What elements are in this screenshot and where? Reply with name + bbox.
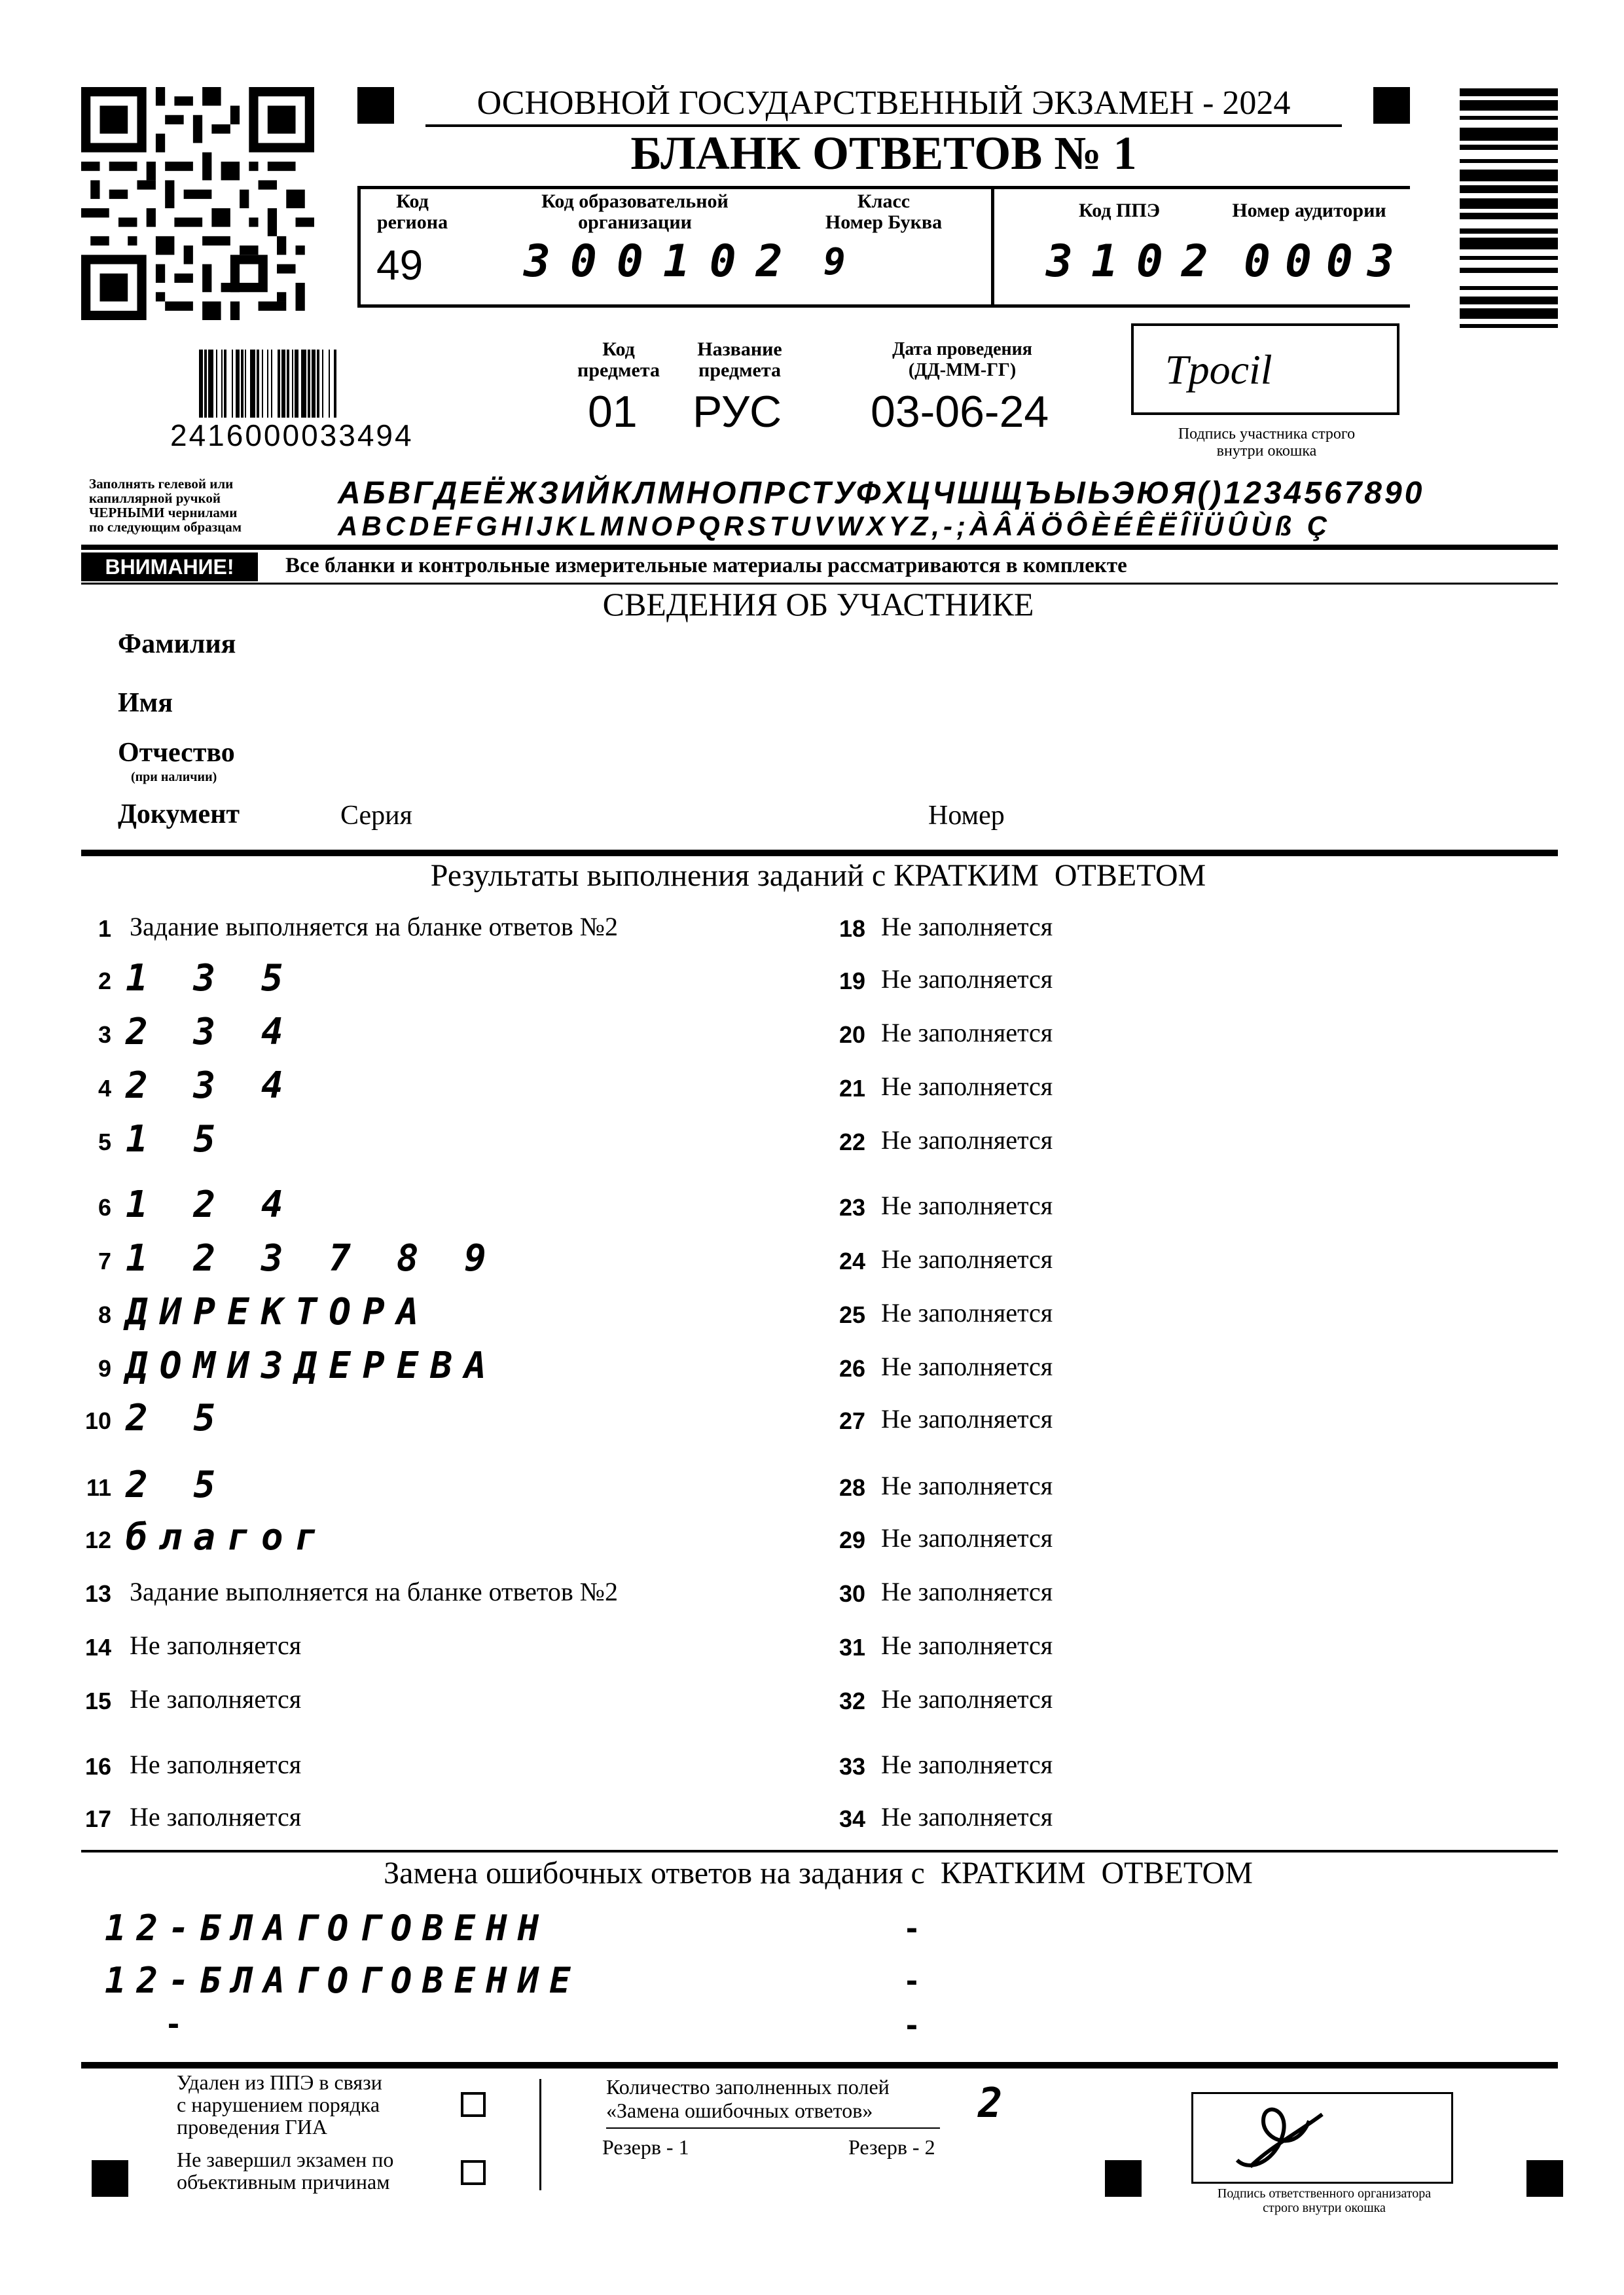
form-title: БЛАНК ОТВЕТОВ № 1 — [630, 127, 1137, 179]
short-answers-title: Результаты выполнения заданий с КРАТКИМ ОТВЕТОМ — [430, 858, 1206, 893]
answer-number: 24 — [839, 1248, 865, 1274]
qr-code — [81, 87, 314, 320]
marker-top-right — [1373, 87, 1410, 124]
marker-bottom-mid — [1105, 2160, 1142, 2197]
replacement-dash-3: - — [906, 2005, 918, 2044]
answer-field[interactable]: 1 2 4 — [126, 1184, 295, 1226]
answer-field[interactable]: 2 3 4 — [126, 1064, 295, 1107]
answer-field[interactable]: 2 3 4 — [126, 1011, 295, 1053]
not-finished-text: Не завершил экзамен по объективным причинам — [177, 2148, 394, 2194]
answer-number: 19 — [839, 967, 865, 994]
answer-text: Задание выполняется на бланке ответов №2 — [130, 1577, 618, 1606]
fields-count-value: 2 — [978, 2079, 1015, 2127]
region-label: Код региона — [376, 190, 448, 233]
marker-bottom-right — [1526, 2160, 1563, 2197]
surname-label: Фамилия — [118, 629, 236, 659]
reserve-2-label: Резерв - 2 — [848, 2135, 935, 2159]
patronymic-label: Отчество — [118, 738, 235, 768]
class-value: 9 — [823, 241, 857, 283]
class-label: Класс Номер Буква — [825, 190, 943, 233]
removed-checkbox[interactable] — [461, 2092, 486, 2117]
answer-number: 11 — [86, 1474, 111, 1501]
document-label: Документ — [118, 799, 240, 829]
header-table-left — [357, 186, 361, 308]
answer-text: Не заполняется — [130, 1684, 302, 1714]
answer-field[interactable]: 2 5 — [126, 1464, 228, 1506]
signature-caption: Подпись участника строго внутри окошка — [1178, 425, 1356, 460]
answer-text: Не заполняется — [881, 1298, 1053, 1328]
participant-divider — [81, 850, 1558, 856]
sample-row-2: ABCDEFGHIJKLMNOPQRSTUVWXYZ,-;ÀÂÄÖÔÈÉÊËÎÏÜÛÙß Ç — [338, 511, 1331, 541]
answer-text: Не заполняется — [881, 1523, 1053, 1553]
subject-name-label: Название предмета — [697, 338, 782, 381]
org-value: 300102 — [524, 236, 803, 287]
answer-text: Не заполняется — [881, 1750, 1053, 1779]
answer-text: Не заполняется — [881, 1404, 1053, 1434]
answer-number: 8 — [98, 1301, 111, 1328]
answer-number: 28 — [839, 1474, 865, 1501]
answer-number: 17 — [84, 1805, 111, 1832]
answer-text: Задание выполняется на бланке ответов №2 — [130, 912, 618, 941]
answer-number: 14 — [84, 1634, 111, 1661]
answer-number: 7 — [98, 1248, 111, 1274]
attention-text: Все бланки и контрольные измерительные материалы рассматриваются в комплекте — [285, 554, 1127, 577]
answer-number: 23 — [839, 1194, 865, 1221]
room-label: Номер аудитории — [1232, 200, 1386, 221]
answer-number: 25 — [839, 1301, 865, 1328]
answer-field[interactable]: 2 5 — [126, 1397, 228, 1439]
subject-name-value: РУС — [693, 387, 782, 437]
answer-field[interactable]: благог — [126, 1516, 329, 1559]
reserve-1-label: Резерв - 1 — [602, 2135, 689, 2159]
replacement-dash-2: - — [906, 1961, 918, 2000]
answer-text: Не заполняется — [130, 1750, 302, 1779]
answer-number: 16 — [84, 1753, 111, 1780]
fields-count-underline — [606, 2127, 940, 2129]
attention-badge: ВНИМАНИЕ! — [81, 552, 258, 581]
not-finished-checkbox[interactable] — [461, 2160, 486, 2185]
organizer-signature — [1224, 2095, 1329, 2180]
answer-number: 21 — [839, 1075, 865, 1102]
answer-text: Не заполняется — [881, 1125, 1053, 1155]
answer-text: Не заполняется — [881, 1684, 1053, 1714]
header-table-top — [357, 186, 1410, 189]
footer-divider — [539, 2079, 541, 2190]
answer-text: Не заполняется — [881, 1577, 1053, 1606]
sample-instruction: Заполнять гелевой или капиллярной ручкой ЧЕРНЫМИ чернилами по следующим образцам — [89, 476, 242, 535]
name-label: Имя — [118, 688, 173, 718]
answer-number: 2 — [98, 967, 111, 994]
barcode-number: 2416000033494 — [170, 418, 414, 452]
answer-text: Не заполняется — [881, 1352, 1053, 1381]
answer-text: Не заполняется — [881, 1802, 1053, 1832]
answer-number: 18 — [839, 915, 865, 942]
answer-field[interactable]: ДИРЕКТОРА — [126, 1291, 431, 1333]
answer-number: 5 — [98, 1129, 111, 1155]
marker-bottom-left — [92, 2160, 128, 2197]
answer-text: Не заполняется — [881, 1018, 1053, 1047]
answer-number: 13 — [84, 1580, 111, 1607]
answer-number: 12 — [84, 1527, 111, 1553]
answer-number: 26 — [839, 1355, 865, 1382]
answer-text: Не заполняется — [881, 1244, 1053, 1274]
answer-number: 1 — [98, 915, 111, 942]
answer-number: 6 — [98, 1194, 111, 1221]
replacements-divider — [81, 2062, 1558, 2069]
number-label: Номер — [928, 801, 1005, 831]
org-label: Код образовательной организации — [541, 190, 729, 233]
date-label: Дата проведения (ДД-ММ-ГГ) — [892, 339, 1032, 380]
replacement-entry-1: 12-БЛАГОГОВЕНН — [105, 1907, 550, 1949]
answer-number: 4 — [98, 1075, 111, 1102]
answer-number: 15 — [84, 1688, 111, 1714]
answer-number: 10 — [84, 1407, 111, 1434]
participant-signature: Tpocil — [1165, 346, 1272, 393]
answer-number: 9 — [98, 1355, 111, 1382]
answer-text: Не заполняется — [881, 1191, 1053, 1220]
answer-number: 34 — [839, 1805, 865, 1832]
replacements-title: Замена ошибочных ответов на задания с КРАТКИМ ОТВЕТОМ — [384, 1856, 1253, 1890]
answer-number: 31 — [839, 1634, 865, 1661]
header-table-bottom — [357, 304, 1410, 308]
subject-code-label: Код предмета — [577, 338, 660, 381]
region-value: 49 — [376, 242, 424, 289]
date-value: 03-06-24 — [871, 387, 1049, 437]
answer-number: 22 — [839, 1129, 865, 1155]
exam-title: ОСНОВНОЙ ГОСУДАРСТВЕННЫЙ ЭКЗАМЕН - 2024 — [477, 84, 1291, 122]
answer-number: 27 — [839, 1407, 865, 1434]
sample-row-1: АБВГДЕЁЖЗИЙКЛМНОПРСТУФХЦЧШЩЪЫЬЭЮЯ()1234567890 — [338, 476, 1425, 511]
subject-code-value: 01 — [588, 387, 638, 437]
answer-field[interactable]: ДОМИЗДЕРЕВА — [126, 1345, 498, 1387]
answer-text: Не заполняется — [881, 1072, 1053, 1101]
answer-number: 30 — [839, 1580, 865, 1607]
answer-number: 3 — [98, 1021, 111, 1048]
participant-section-title: СВЕДЕНИЯ ОБ УЧАСТНИКЕ — [602, 586, 1034, 623]
patronymic-note: (при наличии) — [131, 770, 217, 784]
answer-number: 20 — [839, 1021, 865, 1048]
removed-text: Удален из ППЭ в связи с нарушением порядка проведения ГИА — [177, 2070, 382, 2139]
room-value: 0003 — [1244, 236, 1409, 287]
header-table-divider — [991, 186, 994, 308]
sample-divider — [81, 545, 1558, 550]
answer-field[interactable]: 1 3 5 — [126, 957, 295, 1000]
answer-number: 32 — [839, 1688, 865, 1714]
replacement-entry-2: 12-БЛАГОГОВЕНИЕ — [105, 1960, 581, 2001]
answer-field[interactable]: 1 5 — [126, 1118, 228, 1161]
attention-underline — [81, 583, 1558, 585]
answer-number: 29 — [839, 1527, 865, 1553]
answer-text: Не заполняется — [130, 1631, 302, 1660]
replacement-dash-1: - — [906, 1908, 918, 1947]
series-label: Серия — [340, 801, 412, 831]
ppe-label: Код ППЭ — [1078, 200, 1161, 221]
ppe-value: 3102 — [1046, 236, 1227, 287]
answer-text: Не заполняется — [881, 912, 1053, 941]
answer-text: Не заполняется — [881, 964, 1053, 994]
answer-field[interactable]: 1 2 3 7 8 9 — [126, 1237, 498, 1280]
answer-text: Не заполняется — [881, 1631, 1053, 1660]
side-barcode — [1460, 87, 1558, 460]
fields-count-label: Количество заполненных полей «Замена ошибочных ответов» — [606, 2075, 890, 2122]
replacement-entry-3: - — [168, 2004, 179, 2043]
short-answers-divider — [81, 1850, 1558, 1852]
marker-top-left — [357, 87, 394, 124]
answer-number: 33 — [839, 1753, 865, 1780]
answer-text: Не заполняется — [881, 1471, 1053, 1500]
answer-text: Не заполняется — [130, 1802, 302, 1832]
organizer-caption: Подпись ответственного организатора строго внутри окошка — [1217, 2186, 1432, 2215]
